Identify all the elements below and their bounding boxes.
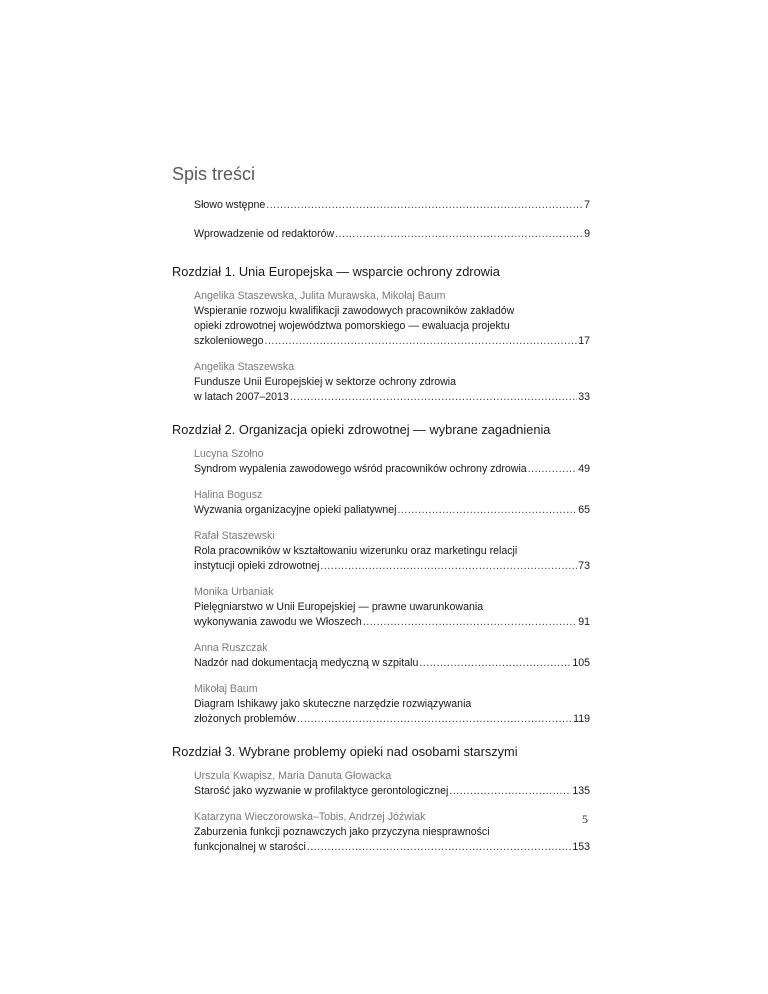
entry-authors: Anna Ruszczak: [194, 642, 268, 654]
page-number: 5: [582, 812, 588, 826]
entry-title-line: Pielęgniarstwo w Unii Europejskiej — prawne uwarunkowania: [194, 601, 484, 613]
entry-authors: Urszula Kwapisz, Maria Danuta Głowacka: [194, 770, 392, 782]
entry-page: 135: [572, 785, 590, 797]
chapter-heading[interactable]: Rozdział 2. Organizacja opieki zdrowotnej — wybrane zagadnienia: [172, 422, 551, 437]
toc-entry[interactable]: [194, 360, 590, 405]
leader-dots: [320, 559, 577, 574]
entry-authors: Monika Urbaniak: [194, 586, 274, 598]
entry-authors: Lucyna Szołno: [194, 448, 264, 460]
entry-authors: Halina Bogusz: [194, 489, 263, 501]
entry-page: 91: [578, 616, 590, 628]
leader-dots: [363, 615, 577, 630]
entry-page: 105: [572, 657, 590, 669]
leader-dots: [266, 198, 583, 213]
toc-entry[interactable]: [194, 641, 590, 671]
toc-entry[interactable]: [194, 447, 590, 477]
leader-dots: [528, 462, 578, 477]
toc-entry-foreword[interactable]: [194, 198, 590, 213]
entry-title-line: szkoleniowego: [194, 335, 264, 347]
chapter-heading[interactable]: Rozdział 1. Unia Europejska — wsparcie ochrony zdrowia: [172, 264, 500, 279]
entry-page: 7: [584, 199, 590, 211]
leader-dots: [290, 390, 577, 405]
chapter-section: [172, 422, 590, 727]
chapter-heading[interactable]: Rozdział 3. Wybrane problemy opieki nad osobami starszymi: [172, 744, 518, 759]
leader-dots: [307, 840, 571, 855]
entry-page: 9: [584, 228, 590, 240]
toc-entry[interactable]: [194, 529, 590, 574]
toc-entry-introduction[interactable]: [194, 227, 590, 242]
toc-entry[interactable]: [194, 769, 590, 799]
toc-entry[interactable]: [194, 289, 590, 349]
leader-dots: [297, 712, 572, 727]
entry-authors: Angelika Staszewska: [194, 361, 295, 373]
entry-page: 17: [578, 335, 590, 347]
leader-dots: [265, 334, 578, 349]
entry-page: 33: [578, 391, 590, 403]
leader-dots: [397, 503, 577, 518]
entry-title-line: Diagram Ishikawy jako skuteczne narzędzie rozwiązywania: [194, 698, 472, 710]
entry-title-line: instytucji opieki zdrowotnej: [194, 560, 320, 572]
entry-page: 153: [572, 841, 590, 853]
leader-dots: [449, 784, 571, 799]
chapter-section: [172, 264, 590, 405]
entry-title-line: Nadzór nad dokumentacją medyczną w szpitalu: [194, 657, 419, 669]
toc-entry[interactable]: [194, 488, 590, 518]
entry-page: 119: [573, 713, 590, 725]
entry-title: Słowo wstępne: [194, 199, 266, 211]
toc-title: Spis treści: [172, 164, 256, 184]
entry-title-line: w latach 2007–2013: [194, 391, 289, 403]
toc-entry[interactable]: [194, 682, 590, 727]
entry-authors: Mikołaj Baum: [194, 683, 258, 695]
toc-entry[interactable]: [194, 585, 590, 630]
entry-authors: Angelika Staszewska, Julita Murawska, Mikołaj Baum: [194, 290, 446, 302]
entry-title-line: Wspieranie rozwoju kwalifikacji zawodowych pracowników zakładów: [194, 305, 515, 317]
entry-title-line: Zaburzenia funkcji poznawczych jako przyczyna niesprawności: [194, 826, 490, 838]
chapter-section: [172, 744, 590, 855]
entry-page: 49: [578, 463, 590, 475]
entry-title: Wprowadzenie od redaktorów: [194, 228, 335, 240]
chapter-list: [172, 264, 590, 855]
entry-title-line: Wyzwania organizacyjne opieki paliatywnej: [194, 504, 397, 516]
entry-title-line: Starość jako wyzwanie w profilaktyce gerontologicznej: [194, 785, 449, 797]
entry-title-line: złożonych problemów: [194, 713, 296, 725]
toc-entry[interactable]: [194, 810, 590, 855]
entry-authors: Katarzyna Wieczorowska–Tobis, Andrzej Jóźwiak: [194, 811, 426, 823]
leader-dots: [335, 227, 583, 242]
entry-page: 65: [578, 504, 590, 516]
toc-page: [172, 163, 590, 866]
entry-page: 73: [578, 560, 590, 572]
entry-authors: Rafał Staszewski: [194, 530, 275, 542]
entry-title-line: funkcjonalnej w starości: [194, 841, 306, 853]
entry-title-line: Syndrom wypalenia zawodowego wśród pracowników ochrony zdrowia: [194, 463, 527, 475]
entry-title-line: Rola pracowników w kształtowaniu wizerunku oraz marketingu relacji: [194, 545, 518, 557]
entry-title-line: opieki zdrowotnej województwa pomorskiego — ewaluacja projektu: [194, 320, 510, 332]
entry-title-line: Fundusze Unii Europejskiej w sektorze ochrony zdrowia: [194, 376, 457, 388]
entry-title-line: wykonywania zawodu we Włoszech: [194, 616, 362, 628]
leader-dots: [419, 656, 571, 671]
